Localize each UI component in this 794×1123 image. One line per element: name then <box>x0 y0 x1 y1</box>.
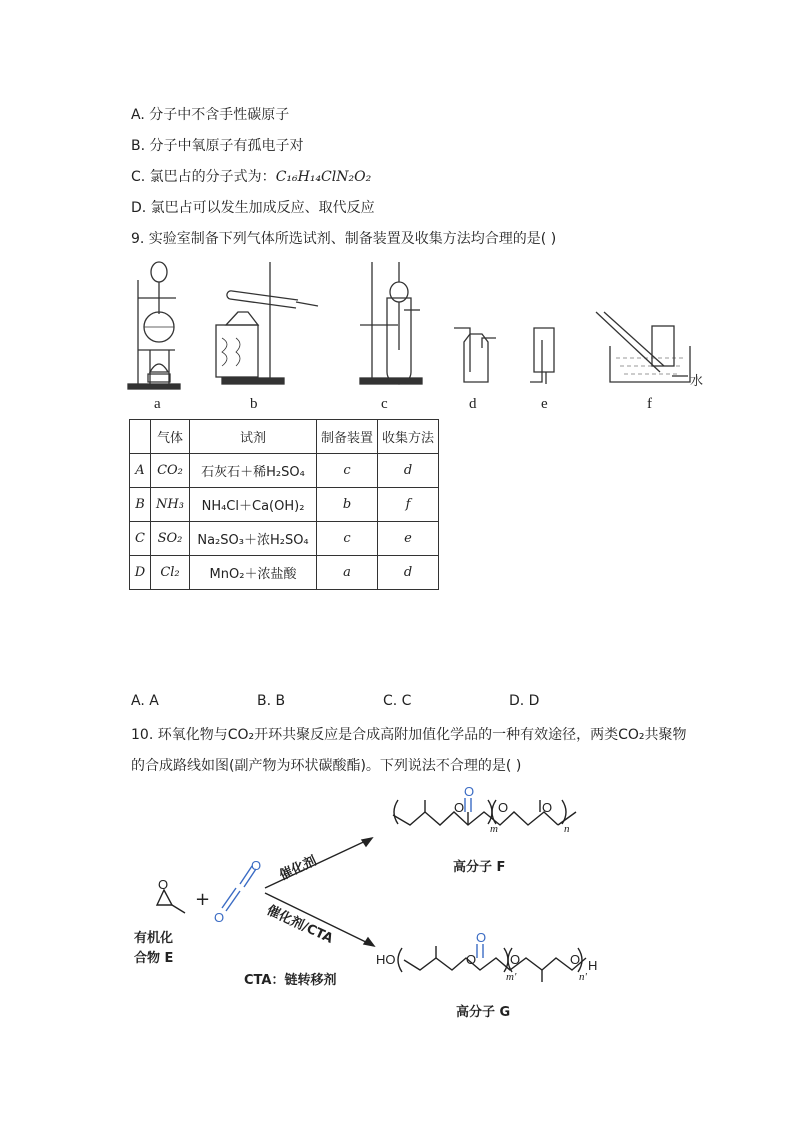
table-header: 制备装置 <box>317 420 378 454</box>
reagent-cell: Na₂SO₃＋浓H₂SO₄ <box>190 522 317 556</box>
h-end: H <box>588 958 598 973</box>
plus-sign: + <box>195 889 211 910</box>
table-header: 试剂 <box>190 420 317 454</box>
polymer-g-label: 高分子 G <box>456 1005 511 1020</box>
question-10-stem-2: 的合成路线如图(副产物为环状碳酸酯)。下列说法不合理的是( ) <box>131 758 522 774</box>
choice-c: C. C <box>383 693 412 709</box>
table-header: 气体 <box>151 420 190 454</box>
row-key: C <box>130 522 151 556</box>
label-d: d <box>469 396 477 412</box>
gas-cell: SO₂ <box>151 522 190 556</box>
device-cell: a <box>317 556 378 590</box>
row-key: B <box>130 488 151 522</box>
option-d: D. 氯巴占可以发生加成反应、取代反应 <box>131 200 375 216</box>
o-atom: O <box>454 800 465 815</box>
collect-cell: e <box>378 522 439 556</box>
catalyst-bottom: 催化剂/CTA <box>264 903 336 947</box>
reagent-cell: MnO₂＋浓盐酸 <box>190 556 317 590</box>
option-a: A. 分子中不含手性碳原子 <box>131 107 290 123</box>
gas-cell: CO₂ <box>151 454 190 488</box>
label-f: f <box>647 396 652 412</box>
compound-e-line1: 有机化 <box>134 931 174 946</box>
table-header: 收集方法 <box>378 420 439 454</box>
o-atom: O <box>214 910 225 925</box>
cta-note: CTA：链转移剂 <box>244 973 337 988</box>
option-c-formula: C₁₆H₁₄ClN₂O₂ <box>275 169 372 185</box>
water-label: 水 <box>690 374 704 389</box>
choice-b: B. B <box>257 693 286 709</box>
o-atom: O <box>498 800 509 815</box>
label-b: b <box>250 396 258 412</box>
subscript-m: m <box>490 823 498 835</box>
collect-cell: d <box>378 454 439 488</box>
question-9-stem: 9. 实验室制备下列气体所选试剂、制备装置及收集方法均合理的是( ) <box>131 231 557 247</box>
reagent-cell: NH₄Cl＋Ca(OH)₂ <box>190 488 317 522</box>
o-atom: O <box>158 877 169 892</box>
device-cell: c <box>317 454 378 488</box>
device-cell: c <box>317 522 378 556</box>
reagent-cell: 石灰石＋稀H₂SO₄ <box>190 454 317 488</box>
ho-group: HO <box>376 952 396 967</box>
option-c-text: C. 氯巴占的分子式为： <box>131 169 276 185</box>
label-a: a <box>154 396 161 412</box>
option-b: B. 分子中氧原子有孤电子对 <box>131 138 304 154</box>
label-e: e <box>541 396 548 412</box>
choice-d: D. D <box>509 693 540 709</box>
o-atom: O <box>570 952 581 967</box>
o-atom: O <box>464 784 475 799</box>
row-key: D <box>130 556 151 590</box>
label-c: c <box>381 396 388 412</box>
o-atom: O <box>466 952 477 967</box>
collect-cell: d <box>378 556 439 590</box>
o-atom: O <box>510 952 521 967</box>
o-atom: O <box>542 800 553 815</box>
question-10-stem-1: 10. 环氧化物与CO₂开环共聚反应是合成高附加值化学品的一种有效途径，两类CO₂共聚物 <box>131 727 687 743</box>
gas-cell: Cl₂ <box>151 556 190 590</box>
gas-cell: NH₃ <box>151 488 190 522</box>
collect-cell: f <box>378 488 439 522</box>
catalyst-top: 催化剂 <box>277 853 320 884</box>
choice-a: A. A <box>131 693 159 709</box>
row-key: A <box>130 454 151 488</box>
subscript-n: n <box>564 823 570 835</box>
o-atom: O <box>476 930 487 945</box>
o-atom: O <box>251 858 262 873</box>
subscript-n-prime: n' <box>579 971 587 983</box>
polymer-f-label: 高分子 F <box>453 860 506 875</box>
subscript-m-prime: m' <box>506 971 517 983</box>
compound-e-line2: 合物 E <box>134 951 174 966</box>
device-cell: b <box>317 488 378 522</box>
